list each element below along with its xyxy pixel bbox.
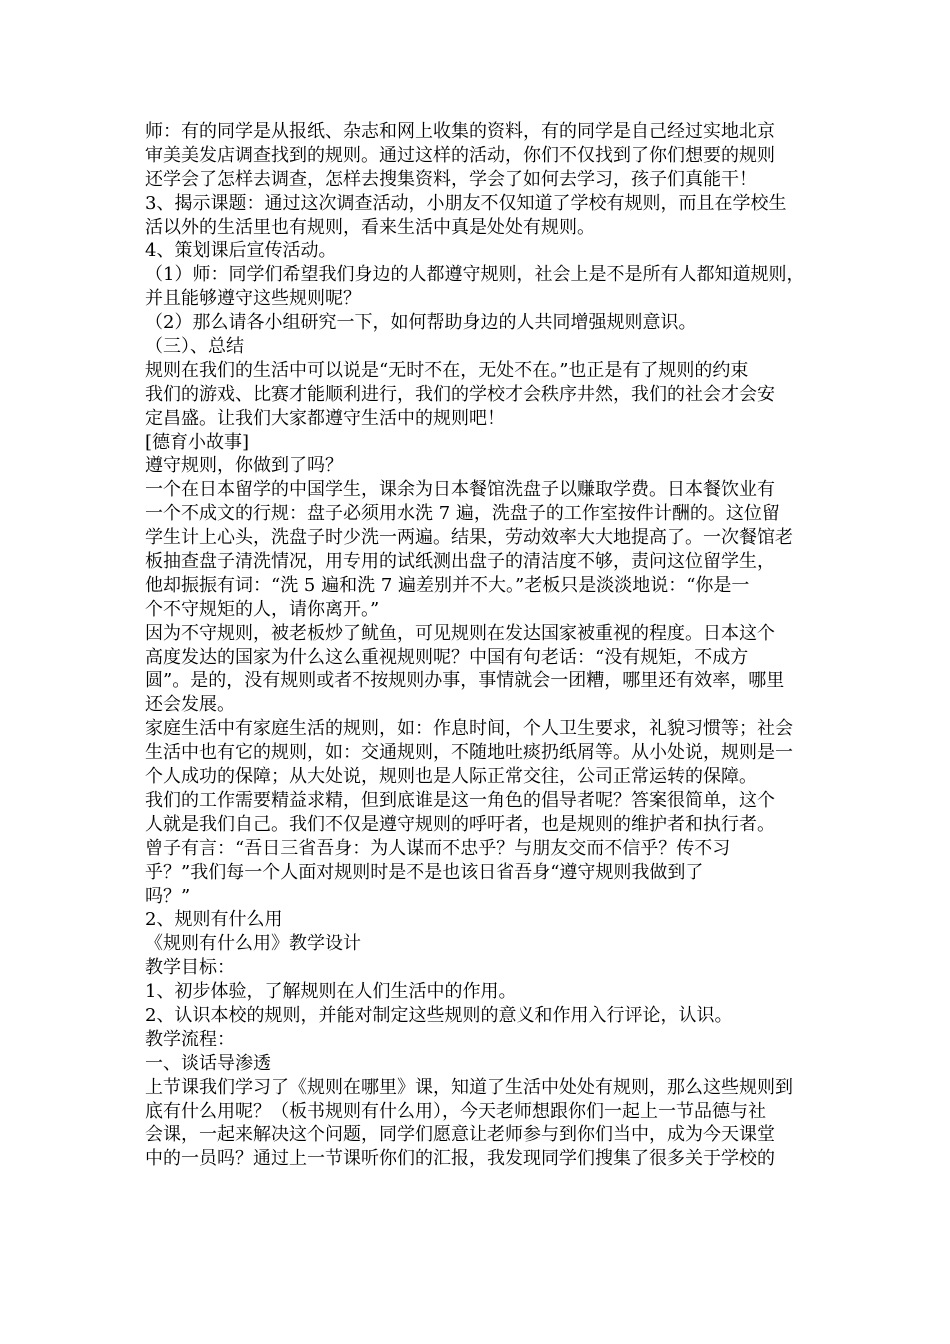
- text-line: 一个不成文的行规：盘子必须用水洗 7 遍，洗盘子的工作室按件计酬的。这位留: [145, 503, 780, 525]
- text-line: 家庭生活中有家庭生活的规则，如：作息时间，个人卫生要求，礼貌习惯等；社会: [145, 718, 793, 740]
- text-line: 乎？”我们每一个人面对规则时是不是也该日省吾身“遵守规则我做到了: [145, 861, 704, 883]
- text-line: 上节课我们学习了《规则在哪里》课，知道了生活中处处有规则，那么这些规则到: [145, 1076, 793, 1098]
- text-line: 个不守规矩的人，请你离开。”: [145, 598, 380, 620]
- text-line: 圆”。是的，没有规则或者不按规则办事，事情就会一团糟，哪里还有效率，哪里: [145, 670, 785, 692]
- text-line: 会课，一起来解决这个问题，同学们愿意让老师参与到你们当中，成为今天课堂: [145, 1124, 775, 1146]
- text-line: 还学会了怎样去调查，怎样去搜集资料，学会了如何去学习，孩子们真能干！: [145, 168, 757, 190]
- text-line: 2、规则有什么用: [145, 909, 283, 931]
- text-line: 我们的游戏、比赛才能顺利进行，我们的学校才会秩序井然，我们的社会才会安: [145, 383, 775, 405]
- text-line: （1）师：同学们希望我们身边的人都遵守规则，社会上是不是所有人都知道规则，: [145, 264, 805, 286]
- text-line: 人就是我们自己。我们不仅是遵守规则的呼吁者，也是规则的维护者和执行者。: [145, 813, 775, 835]
- text-line: 学生计上心头，洗盘子时少洗一两遍。结果，劳动效率大大地提高了。一次餐馆老: [145, 527, 793, 549]
- text-line: 师：有的同学是从报纸、杂志和网上收集的资料，有的同学是自己经过实地北京: [145, 121, 775, 142]
- text-line: 并且能够遵守这些规则呢？: [145, 288, 361, 310]
- text-line: 3、揭示课题：通过这次调查活动，小朋友不仅知道了学校有规则，而且在学校生: [145, 192, 787, 214]
- text-line: 生活中也有它的规则，如：交通规则，不随地吐痰扔纸屑等。从小处说，规则是一: [145, 742, 793, 764]
- text-line: 他却振振有词：“洗 5 遍和洗 7 遍差别并不大。”老板只是淡淡地说：“你是一: [145, 574, 750, 596]
- text-line: 1、初步体验，了解规则在人们生活中的作用。: [145, 981, 517, 1003]
- text-line: 定昌盛。让我们大家都遵守生活中的规则吧！: [145, 407, 505, 429]
- text-line: 遵守规则，你做到了吗？: [145, 455, 343, 477]
- text-line: 教学目标：: [145, 957, 235, 979]
- text-line: （2）那么请各小组研究一下，如何帮助身边的人共同增强规则意识。: [145, 312, 697, 334]
- text-line: 因为不守规则，被老板炒了鱿鱼，可见规则在发达国家被重视的程度。日本这个: [145, 622, 775, 644]
- text-line: 板抽查盘子清洗情况，用专用的试纸测出盘子的清洁度不够，责问这位留学生，: [145, 551, 775, 573]
- text-line: 规则在我们的生活中可以说是“无时不在，无处不在。”也正是有了规则的约束: [145, 359, 749, 381]
- text-line: 4、策划课后宣传活动。: [145, 240, 337, 262]
- text-line: 曾子有言：“吾日三省吾身：为人谋而不忠乎？与朋友交而不信乎？传不习: [145, 837, 731, 859]
- document-page: [145, 120, 825, 1171]
- text-line: 吗？”: [145, 885, 191, 907]
- text-line: 我们的工作需要精益求精，但到底谁是这一角色的倡导者呢？答案很简单，这个: [145, 789, 775, 811]
- text-line: （三）、总结: [145, 336, 244, 358]
- text-line: 中的一员吗？通过上一节课听你们的汇报，我发现同学们搜集了很多关于学校的: [145, 1148, 775, 1170]
- text-line: 高度发达的国家为什么这么重视规则呢？中国有句老话：“没有规矩，不成方: [145, 646, 749, 668]
- text-line: 底有什么用呢？（板书规则有什么用），今天老师想跟你们一起上一节品德与社: [145, 1100, 766, 1122]
- text-line: 还会发展。: [145, 694, 235, 716]
- text-line: 《规则有什么用》教学设计: [145, 933, 361, 955]
- text-line: [德育小故事]: [145, 431, 250, 453]
- text-line: 一、谈话导渗透: [145, 1052, 271, 1074]
- text-line: 活以外的生活里也有规则，看来生活中真是处处有规则。: [145, 216, 595, 238]
- text-line: 一个在日本留学的中国学生，课余为日本餐馆洗盘子以赚取学费。日本餐饮业有: [145, 479, 775, 501]
- text-line: 2、认识本校的规则，并能对制定这些规则的意义和作用入行评论，认识。: [145, 1004, 733, 1026]
- text-line: 审美美发店调查找到的规则。通过这样的活动，你们不仅找到了你们想要的规则: [145, 144, 775, 166]
- text-line: 个人成功的保障；从大处说，规则也是人际正常交往，公司正常运转的保障。: [145, 766, 757, 788]
- text-line: 教学流程：: [145, 1028, 235, 1050]
